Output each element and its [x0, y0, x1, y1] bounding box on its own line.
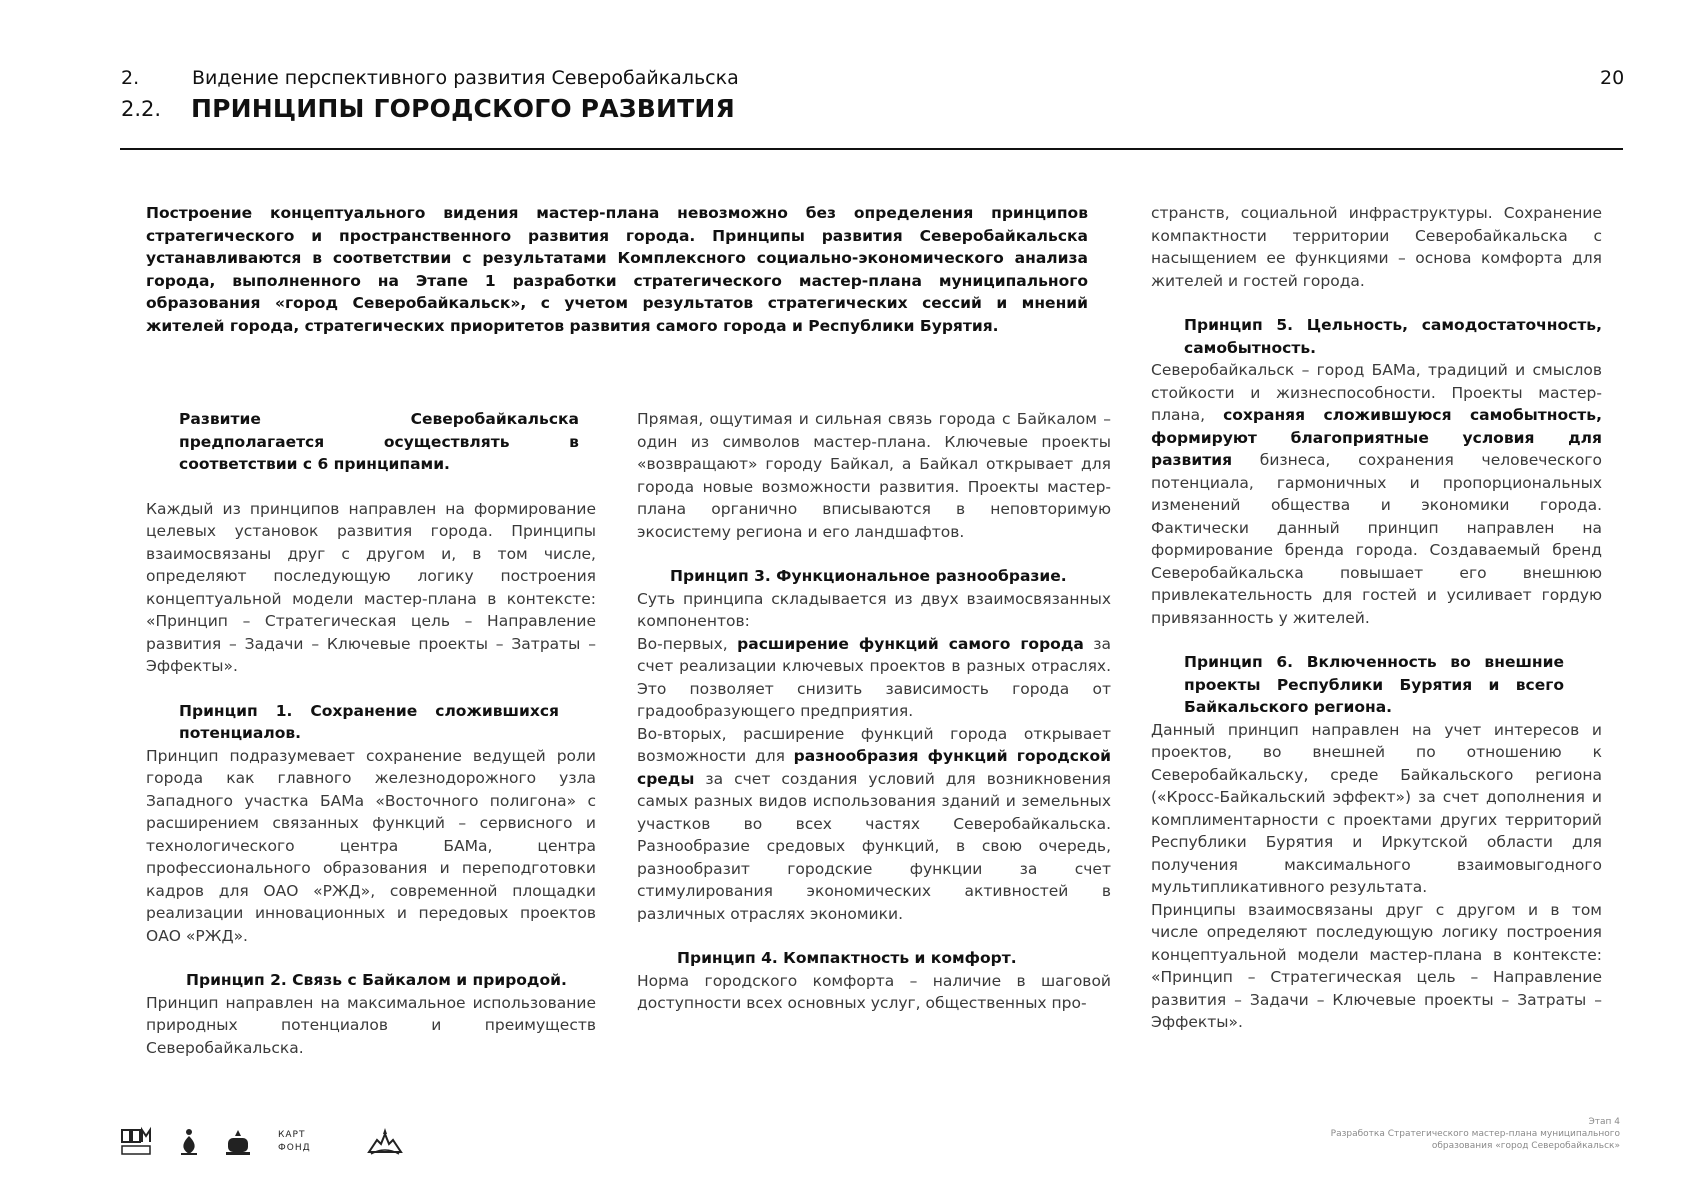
- principle-3-title: Принцип 3. Функциональное разнообразие.: [670, 567, 1067, 585]
- principle-2-continuation: Прямая, ощутимая и сильная связь города с Байкалом – один из символов мастер-плана. Ключевые проекты «возвращают» городу Байкал, а Байкал открывает для города новые возможности развития. Проекты мастер-плана органично вписываются в неповторимую экосистему региона и его ландшафтов.: [637, 410, 1111, 541]
- principle-5-text: Северобайкальск – город БАМа, традиций и смыслов стойкости и жизнеспособности. Проекты мастер-плана, сохраняя сложившуюся самобытность, формируют благоприятные условия для развития бизнеса, сохранения человеческого потенциала, гармоничных и пропорциональных изменений общества и экономики города. Фактически данный принцип направлен на формирование бренда города. Создаваемый бренд Северобайкальска повышает его внешнюю привлекательность для гостей и усиливает гордую привязанность у жителей.: [1151, 361, 1602, 627]
- column-3: [1151, 202, 1602, 1034]
- principles-lead: Развитие Северобайкальска предполагается осуществлять в соответствии с 6 принципами.: [179, 410, 579, 473]
- principle-4-continuation: странств, социальной инфраструктуры. Сохранение компактности территории Северобайкальска с насыщением ее функциями – основа комфорта для жителей и гостей города.: [1151, 204, 1602, 290]
- closing-text: Принципы взаимосвязаны друг с другом и в том числе определяют последующую логику построения концептуальной модели мастер-плана в контексте: «Принцип – Стратегическая цель – Направление развития – Задачи – Ключевые проекты – Затраты – Эффекты».: [1151, 900, 1602, 1031]
- principle-4-text: Норма городского комфорта – наличие в шаговой доступности всех основных услуг, общественных про-: [637, 971, 1111, 1012]
- principle-5-title: Принцип 5. Цельность, самодостаточность, самобытность.: [1184, 316, 1602, 357]
- section-title: Видение перспективного развития Северобайкальска: [192, 67, 739, 89]
- principle-6-title: Принцип 6. Включенность во внешние проекты Республики Бурятия и всего Байкальского региона.: [1184, 653, 1564, 716]
- emblem-drop-icon: [178, 1127, 200, 1161]
- section-number: 2.: [121, 67, 140, 89]
- page-title: ПРИНЦИПЫ ГОРОДСКОГО РАЗВИТИЯ: [191, 94, 735, 123]
- column-1: [146, 408, 596, 1057]
- footer-note: Этап 4 Разработка Стратегического мастер-плана муниципального образования «город Северобайкальск»: [1330, 1117, 1620, 1151]
- intro-paragraph: Построение концептуального видения мастер-плана невозможно без определения принципов стратегического и пространственного развития города. Принципы развития Северобайкальска устанавливаются в соответствии с результатами Комплексного социально-экономического анализа города, выполненного на Этапе 1 разработки стратегического мастер-плана муниципального образования «город Северобайкальск», с учетом результатов стратегических сессий и мнений жителей города, стратегических приоритетов развития самого города и Республики Бурятия.: [146, 204, 1088, 335]
- principles-intro-text: Каждый из принципов направлен на формирование целевых установок развития города. Принципы взаимосвязаны друг с другом и, в том числе, определяют последующую логику построения концептуальной модели мастер-плана в контексте: «Принцип – Стратегическая цель – Направление развития – Задачи – Ключевые проекты – Затраты – Эффекты».: [146, 499, 596, 675]
- mountain-emblem-icon: [367, 1126, 403, 1160]
- dom-logo-icon: [121, 1128, 151, 1160]
- principle-4-title: Принцип 4. Компактность и комфорт.: [677, 949, 1017, 967]
- principle-6-text: Данный принцип направлен на учет интересов и проектов, во внешней по отношению к Северобайкальску, среде Байкальского региона («Кросс-Байкальский эффект») за счет дополнения и комплиментарности с проектами других территорий Республики Бурятия и Иркутской области для получения максимального взаимовыгодного мультипликативного результата.: [1151, 720, 1602, 896]
- page-number: 20: [1600, 67, 1625, 89]
- principle-1-text: Принцип подразумевает сохранение ведущей роли города как главного железнодорожного узла Западного участка БАМа «Восточного полигона» с расширением связанных функций – сервисного и технологического центра БАМа, центра профессионального образования и переподготовки кадров для ОАО «РЖД», современной площадки реализации инновационных и передовых проектов ОАО «РЖД».: [146, 746, 596, 945]
- header-divider: [120, 148, 1623, 150]
- principle-2-text: Принцип направлен на максимальное использование природных потенциалов и преимуществ Северобайкальска.: [146, 993, 596, 1057]
- principle-1-title: Принцип 1. Сохранение сложившихся потенциалов.: [179, 701, 559, 742]
- principle-3-second: Во-вторых, расширение функций города открывает возможности для разнообразия функций городской среды за счет создания условий для возникновения самых разных видов использования зданий и земельных участков во всех частях Северобайкальска. Разнообразие средовых функций, в свою очередь, разнообразит городские функции за счет стимулирования экономических активностей в различных отраслях экономики.: [637, 724, 1111, 923]
- building-emblem-icon: [224, 1128, 252, 1160]
- principle-3-intro: Суть принципа складывается из двух взаимосвязанных компонентов:: [637, 589, 1111, 630]
- subsection-number: 2.2.: [121, 97, 162, 121]
- column-2: [637, 408, 1111, 1015]
- kartfond-logo: КАРТ ФОНД: [278, 1130, 311, 1153]
- principle-3-first: Во-первых, расширение функций самого города за счет реализации ключевых проектов в разных отраслях. Это позволяет снизить зависимость города от градообразующего предприятия.: [637, 634, 1111, 720]
- principle-2-title: Принцип 2. Связь с Байкалом и природой.: [186, 971, 567, 989]
